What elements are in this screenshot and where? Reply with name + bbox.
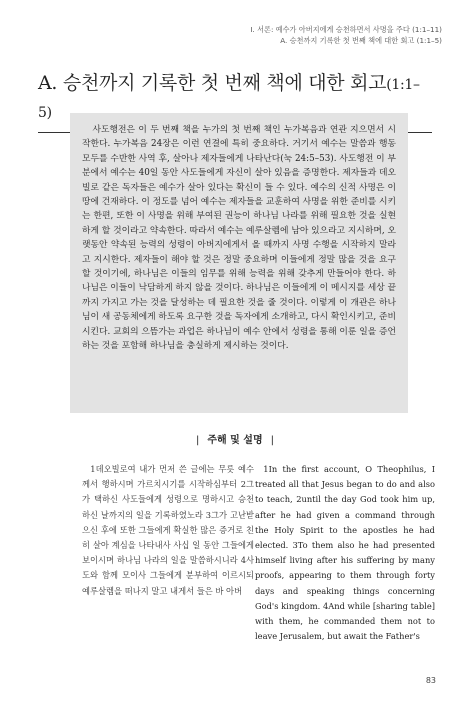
running-head-chapter: I. 서론: 예수가 아버지에게 승천하면서 사명을 주다 (1:1–11) [250,25,442,34]
commentary-heading-text: 주해 및 설명 [207,435,263,446]
overview-text: 사도행전은 이 두 번째 책을 누가의 첫 번째 책인 누가복음과 연관 지으면서 시작한다. 누가복음 24장은 이런 연결에 특히 중요하다. 거기서 예수는 말씀과 행동 모두를 수반한 사역 후, 살아나 제자들에게 나타난다(눅 24:5–53). 사도행전 이 부분에서 예수는 40일 동안 사도들에게 자신이 살아 있음을 증명한다. 제자들과 데오빌로 같은 독자들은 예수가 살아 있다는 확신이 들 수 있다. 예수의 신적 사명은 이 땅에 건재하다. 이 정도를 넘어 예수는 제자들을 교훈하여 사명을 위한 준비를 시키는 한편, 또한 이 사명을 위해 부여된 권능이 하나님 나라를 위해 필요한 것을 실현하게 할 것이라고 약속한다. 따라서 예수는 예루살렘에 남아 있으라고 지시하며, 오랫동안 약속된 능력의 성령이 아버지에게서 올 때까지 사명 수행을 시작하지 말라고 지시한다. 제자들이 해야 할 것은 정말 중요하며 이들에게 정말 많을 것을 요구할 것이기에, 하나님은 이들의 임무를 위해 능력을 위해 갖추게 만들어야 한다. 하나님은 이들이 낙담하게 하지 않을 것이다. 하나님은 이들에게 이 메시지를 세상 끝까지 가지고 가는 것을 달성하는 데 필요한 것을 줄 것이다. 이렇게 이 개관은 하나님이 새 공동체에게 하도록 요구한 것을 독자에게 소개하고, 다시 확인시키고, 준비시킨다. 교회의 으뜸가는 과업은 하나님이 예수 안에서 성령을 통해 이룬 일을 증언하는 것을 포함해 하나님을 충실하게 제시하는 것이다. [82,125,396,352]
heading-bar-right: | [270,435,274,446]
korean-scripture-column [82,462,254,599]
page-number: 83 [425,676,436,685]
section-title-text: A. 승천까지 기록한 첫 번째 책에 대한 회고 [38,72,387,94]
heading-bar-left: | [195,435,200,446]
english-scripture-column [255,462,435,644]
section-title-reference: (1:1–5) [38,77,420,121]
running-head [250,24,442,46]
english-scripture-text: 1In the first account, O Theophilus, I treated all that Jesus began to do and also to teach, 2until the day God took him up, after he had given a command through the Holy Spirit to the apostles he had elected. 3To them also he had presented himself living after his suffering by many proofs, appearing to them through forty days and speaking things concerning God's kingdom. 4And while [sharing table] with them, he commanded them not to leave Jerusalem, but await the Father's [255,464,435,642]
running-head-section: A. 승천까지 기록한 첫 번째 책에 대한 회고 (1:1–5) [280,36,442,45]
overview-box [70,113,408,413]
korean-scripture-text: 1데오빌로여 내가 먼저 쓴 글에는 무릇 예수께서 행하시며 가르치시기를 시작하심부터 2그가 택하신 사도들에게 성령으로 명하시고 승천하신 날까지의 일을 기록하였노라 3그가 고난받으신 후에 또한 그들에게 확실한 많은 증거로 친히 살아 계심을 나타내사 사십 일 동안 그들에게 보이시며 하나님 나라의 일을 말씀하시니라 4사도와 함께 모이사 그들에게 분부하여 이르시되 예루살렘을 떠나지 말고 내게서 들은 바 아버 [82,464,254,596]
commentary-heading [0,431,470,446]
